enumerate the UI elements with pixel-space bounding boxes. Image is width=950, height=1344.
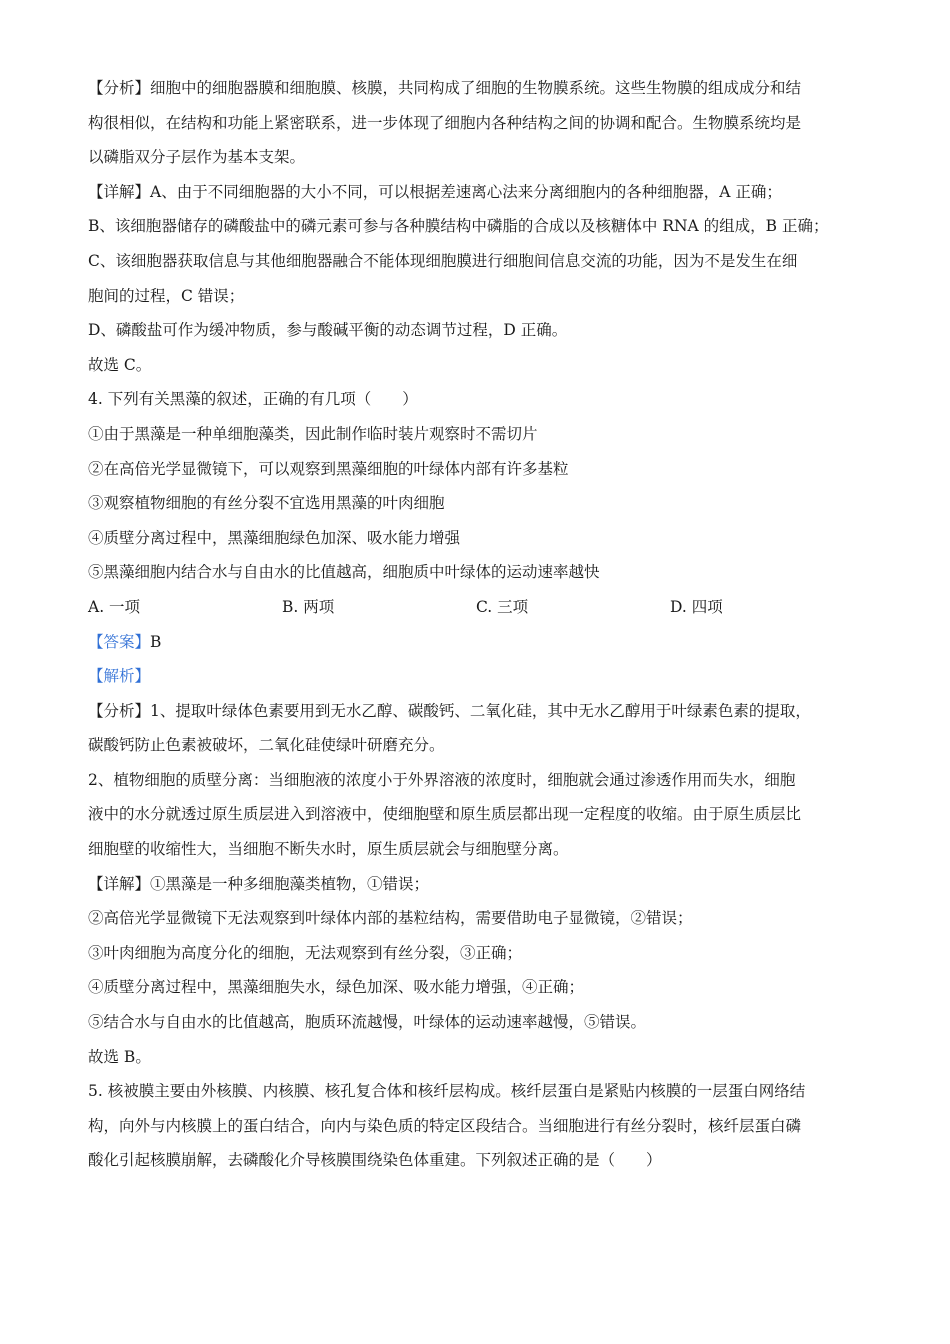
analysis-tag: 【分析】	[88, 701, 151, 720]
q4-analysis-line-2: 碳酸钙防止色素被破坏，二氧化硅使绿叶研磨充分。	[88, 736, 445, 755]
q5-stem-line-2: 构，向外与内核膜上的蛋白结合，向内与染色质的特定区段结合。当细胞进行有丝分裂时，核纤层蛋白磷	[88, 1116, 802, 1135]
q3-analysis-line-1: 【分析】细胞中的细胞器膜和细胞膜、核膜，共同构成了细胞的生物膜系统。这些生物膜的组成成分和结	[88, 79, 802, 97]
q3-detail-line-5: D、磷酸盐可作为缓冲物质，参与酸碱平衡的动态调节过程，D 正确。	[88, 321, 568, 340]
q3-detail-line-3: C、该细胞器获取信息与其他细胞器融合不能体现细胞膜进行细胞间信息交流的功能，因为不是发生在细	[88, 251, 798, 270]
q4-statement-3: ③观察植物细胞的有丝分裂不宜选用黑藻的叶肉细胞	[88, 494, 445, 513]
q3-analysis-line-2: 构很相似，在结构和功能上紧密联系，进一步体现了细胞内各种结构之间的协调和配合。生物膜系统均是	[88, 113, 802, 132]
answer-tag: 【答案】	[88, 632, 151, 651]
q4-detail-line-4: ④质壁分离过程中，黑藻细胞失水，绿色加深、吸水能力增强，④正确；	[88, 978, 585, 997]
q5-stem-line-3: 酸化引起核膜崩解，去磷酸化介导核膜围绕染色体重建。下列叙述正确的是（ ）	[88, 1151, 662, 1170]
q4-statement-2: ②在高倍光学显微镜下，可以观察到黑藻细胞的叶绿体内部有许多基粒	[88, 459, 569, 478]
q4-option-c: C. 三项	[476, 597, 529, 616]
q4-analysis-line-5: 细胞壁的收缩性大，当细胞不断失水时，原生质层就会与细胞壁分离。	[88, 840, 569, 859]
q4-statement-5: ⑤黑藻细胞内结合水与自由水的比值越高，细胞质中叶绿体的运动速率越快	[88, 563, 600, 582]
q4-answer	[88, 626, 878, 661]
q3-detail-line-4: 胞间的过程，C 错误；	[88, 286, 245, 305]
q3-detail-line-1: 【详解】A、由于不同细胞器的大小不同，可以根据差速离心法来分离细胞内的各种细胞器，A 正确；	[88, 182, 782, 201]
explain-tag: 【解析】	[88, 667, 151, 686]
q4-option-a: A. 一项	[88, 597, 141, 616]
q4-analysis-line-4: 液中的水分就透过原生质层进入到溶液中，使细胞壁和原生质层都出现一定程度的收缩。由于原生质层比	[88, 805, 802, 824]
q4-statement-4: ④质壁分离过程中，黑藻细胞绿色加深、吸水能力增强	[88, 528, 461, 547]
analysis-tag: 【分析】	[88, 79, 151, 97]
detail-tag: 【详解】	[88, 182, 151, 201]
q4-detail-line-2: ②高倍光学显微镜下无法观察到叶绿体内部的基粒结构，需要借助电子显微镜，②错误；	[88, 909, 693, 928]
answer-value: B	[150, 632, 162, 651]
q4-option-b: B. 两项	[282, 597, 335, 616]
q4-option-d: D. 四项	[670, 597, 723, 616]
q4-detail-line-3: ③叶肉细胞为高度分化的细胞，无法观察到有丝分裂，③正确；	[88, 943, 523, 962]
q4-stem: 4. 下列有关黑藻的叙述，正确的有几项（ ）	[88, 390, 418, 409]
q4-analysis-line-3: 2、植物细胞的质壁分离：当细胞液的浓度小于外界溶液的浓度时，细胞就会通过渗透作用而失水，细胞	[88, 770, 796, 789]
detail-tag: 【详解】	[88, 874, 151, 893]
q4-statement-1: ①由于黑藻是一种单细胞藻类，因此制作临时装片观察时不需切片	[88, 424, 538, 443]
q5-stem-line-1: 5. 核被膜主要由外核膜、内核膜、核孔复合体和核纤层构成。核纤层蛋白是紧贴内核膜的一层蛋白网络结	[88, 1082, 806, 1101]
q4-options	[88, 591, 878, 626]
q3-analysis-line-3: 以磷脂双分子层作为基本支架。	[88, 148, 306, 167]
q4-detail-line-1: 【详解】①黑藻是一种多细胞藻类植物，①错误；	[88, 874, 430, 893]
q3-conclusion: 故选 C。	[88, 355, 152, 374]
q4-detail-line-5: ⑤结合水与自由水的比值越高，胞质环流越慢，叶绿体的运动速率越慢，⑤错误。	[88, 1013, 647, 1032]
document-content	[88, 72, 878, 1179]
q4-analysis-line-1: 【分析】1、提取叶绿体色素要用到无水乙醇、碳酸钙、二氧化硅，其中无水乙醇用于叶绿素色素的提取，	[88, 701, 811, 720]
q4-explain	[88, 660, 878, 695]
q3-detail-line-2: B、该细胞器储存的磷酸盐中的磷元素可参与各种膜结构中磷脂的合成以及核糖体中 RNA 的组成，B 正确；	[88, 217, 829, 236]
q4-conclusion: 故选 B。	[88, 1047, 151, 1066]
